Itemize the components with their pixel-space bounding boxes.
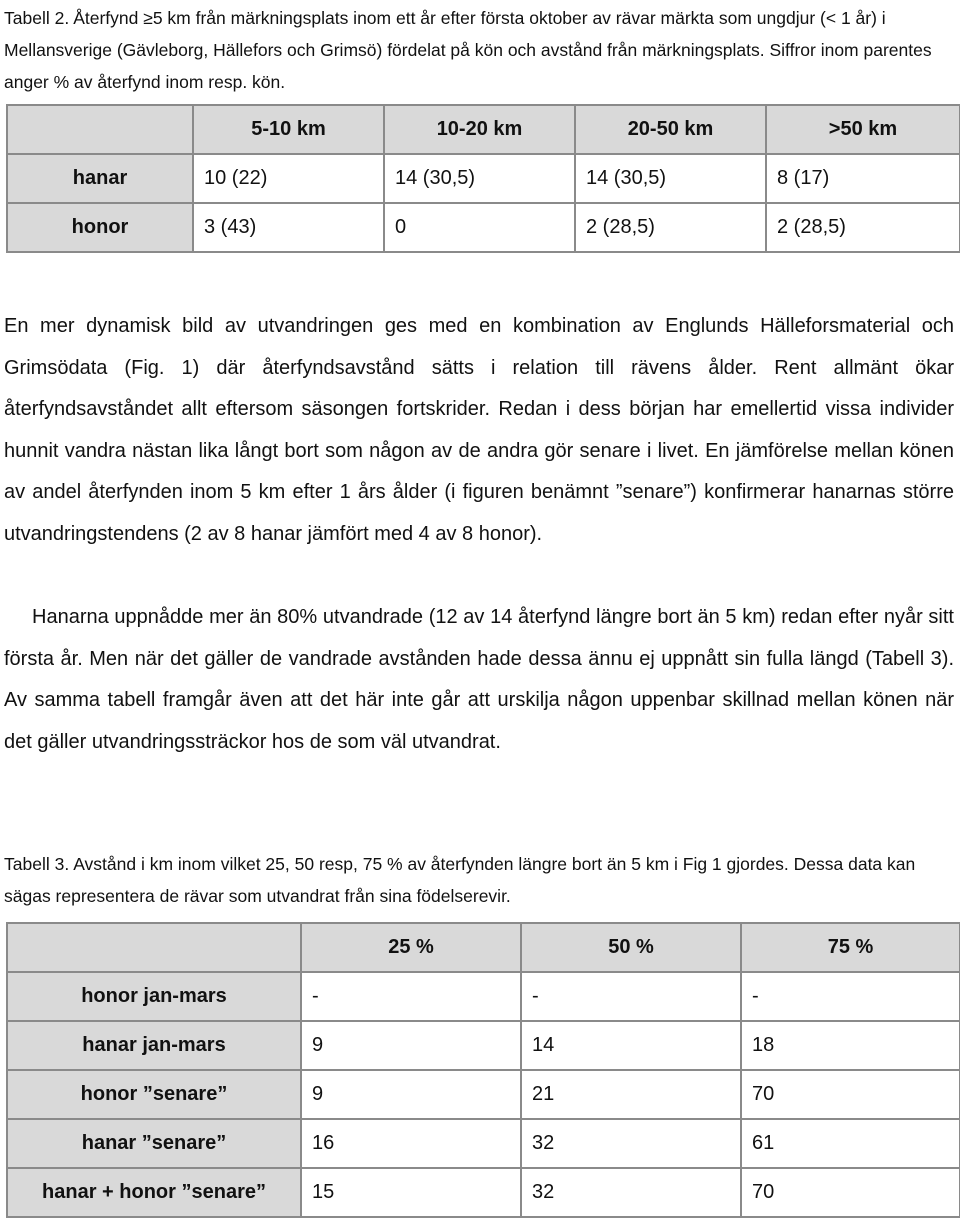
table-cell: - [741,972,960,1021]
table2-col-header: 10-20 km [384,105,575,154]
table-cell: 2 (28,5) [766,203,960,252]
table-row [7,1070,960,1119]
table3-col-header: 75 % [741,923,960,972]
table2-caption [4,2,956,98]
table-cell: 16 [301,1119,521,1168]
table-cell: 8 (17) [766,154,960,203]
table-cell: 3 (43) [193,203,384,252]
table-cell: 10 (22) [193,154,384,203]
table-cell: 15 [301,1168,521,1217]
row-label: hanar + honor ”senare” [7,1168,301,1217]
table2-col-header: 5-10 km [193,105,384,154]
table2-caption-label: Tabell 2. [4,8,70,28]
table2-col-header: >50 km [766,105,960,154]
table-cell: 18 [741,1021,960,1070]
row-label: hanar jan-mars [7,1021,301,1070]
table3-caption-label: Tabell 3. [4,854,70,874]
table-cell: 32 [521,1119,741,1168]
body-paragraph-1: En mer dynamisk bild av utvandringen ges med en kombination av Englunds Hälleforsmaterial och Grimsödata (Fig. 1) där återfyndsavstånd sätts i relation till rävens ålder. Rent allmänt ökar återfyndsavståndet allt eftersom säsongen fortskrider. Redan i dess början har emellertid vissa individer hunnit vandra nästan lika långt bort som någon av de andra gör senare i livet. En jämförelse mellan könen av andel återfynden inom 5 km efter 1 års ålder (i figuren benämnt ”senare”) konfirmerar hanarnas större utvandringstendens (2 av 8 hanar jämfört med 4 av 8 honor). [4,315,954,545]
body-paragraph-2: Hanarna uppnådde mer än 80% utvandrade (12 av 14 återfynd längre bort än 5 km) redan efter nyår sitt första år. Men när det gäller de vandrade avstånden hade dessa ännu ej uppnått sin fulla längd (Tabell 3). Av samma tabell framgår även att det här inte går att urskilja någon uppenbar skillnad mellan könen när det gäller utvandringssträckor hos de som väl utvandrat. [4,606,954,753]
table-cell: 0 [384,203,575,252]
table3-caption [4,848,956,912]
table-cell: 32 [521,1168,741,1217]
table2-corner-cell [7,105,193,154]
table-row [7,203,960,252]
table2-header-row [7,105,960,154]
row-label: honor [7,203,193,252]
row-label: hanar [7,154,193,203]
table-cell: 21 [521,1070,741,1119]
table2-col-header: 20-50 km [575,105,766,154]
table3-caption-text: Avstånd i km inom vilket 25, 50 resp, 75 % av återfynden längre bort än 5 km i Fig 1 gjordes. Dessa data kan sägas representera de rävar som utvandrat från sina födelserevir. [4,854,916,906]
table2-caption-text: Återfynd ≥5 km från märkningsplats inom ett år efter första oktober av rävar märkta som ungdjur (< 1 år) i Mellansverige (Gävleborg, Hällefors och Grimsö) fördelat på kön och avstånd från märkningsplats. Siffror inom parentes anger % av återfynd inom resp. kön. [4,8,932,92]
row-label: hanar ”senare” [7,1119,301,1168]
table-cell: 2 (28,5) [575,203,766,252]
table3-col-header: 25 % [301,923,521,972]
table-row [7,154,960,203]
row-label: honor jan-mars [7,972,301,1021]
table-cell: 9 [301,1021,521,1070]
table-cell: 9 [301,1070,521,1119]
table2 [6,104,960,253]
table-cell: - [521,972,741,1021]
table-cell: 61 [741,1119,960,1168]
table-cell: - [301,972,521,1021]
table-cell: 14 (30,5) [575,154,766,203]
table-row [7,1119,960,1168]
table3-corner-cell [7,923,301,972]
table-cell: 70 [741,1070,960,1119]
table-row [7,1168,960,1217]
table-row [7,1021,960,1070]
table-row [7,972,960,1021]
table-cell: 70 [741,1168,960,1217]
table-cell: 14 (30,5) [384,154,575,203]
row-label: honor ”senare” [7,1070,301,1119]
table-cell: 14 [521,1021,741,1070]
table3-col-header: 50 % [521,923,741,972]
table3-header-row [7,923,960,972]
table3 [6,922,960,1218]
